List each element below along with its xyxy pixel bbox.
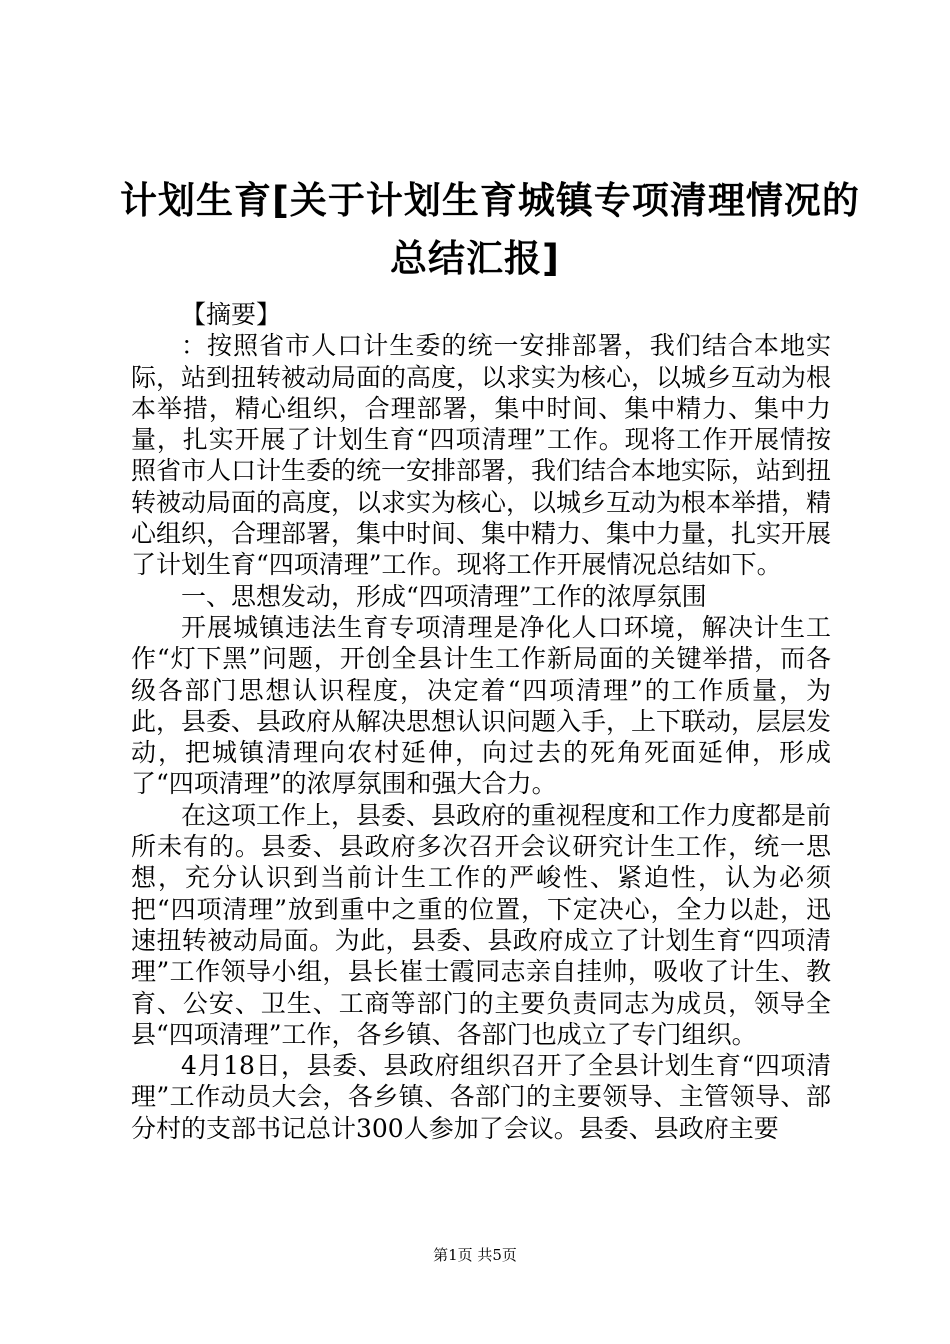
document-body [131, 299, 831, 1144]
section-heading-1: 一、思想发动，形成“四项清理”工作的浓厚氛围 [181, 581, 707, 611]
page-footer: 第1页 共5页 [433, 1246, 517, 1264]
paragraph: 4月18日，县委、县政府组织召开了全县计划生育“四项清理”工作动员大会，各乡镇、各部门的主要领导、主管领导、部分村的支部书记总计300人参加了会议。县委、县政府主要 [131, 1051, 831, 1143]
paragraph: 开展城镇违法生育专项清理是净化人口环境，解决计生工作“灯下黑”问题，开创全县计生工作新局面的关键举措，而各级各部门思想认识程度，决定着“四项清理”的工作质量，为此，县委、县政府从解决思想认识问题入手，上下联动，层层发动，把城镇清理向农村延伸，向过去的死角死面延伸，形成了“四项清理”的浓厚氛围和强大合力。 [131, 612, 832, 799]
document-title [120, 172, 860, 288]
paragraph-intro: ：按照省市人口计生委的统一安排部署，我们结合本地实际，站到扭转被动局面的高度，以求实为核心，以城乡互动为根本举措，精心组织，合理部署，集中时间、集中精力、集中力量，扎实开展了计划生育“四项清理”工作。现将工作开展情按照省市人口计生委的统一安排部署，我们结合本地实际，站到扭转被动局面的高度，以求实为核心，以城乡互动为根本举措，精心组织，合理部署，集中时间、集中精力、集中力量，扎实开展了计划生育“四项清理”工作。现将工作开展情况总结如下。 [131, 331, 832, 580]
title-line-2: 总结汇报] [390, 237, 560, 280]
abstract-label: 【摘要】 [181, 300, 282, 329]
title-line-1: 计划生育[关于计划生育城镇专项清理情况的 [120, 179, 860, 222]
paragraph: 在这项工作上，县委、县政府的重视程度和工作力度都是前所未有的。县委、县政府多次召开会议研究计生工作，统一思想，充分认识到当前计生工作的严峻性、紧迫性，认为必须把“四项清理”放到重中之重的位置，下定决心，全力以赴，迅速扭转被动局面。为此，县委、县政府成立了计划生育“四项清理”工作领导小组，县长崔士霞同志亲自挂帅，吸收了计生、教育、公安、卫生、工商等部门的主要负责同志为成员，领导全县“四项清理”工作，各乡镇、各部门也成立了专门组织。 [131, 800, 832, 1049]
